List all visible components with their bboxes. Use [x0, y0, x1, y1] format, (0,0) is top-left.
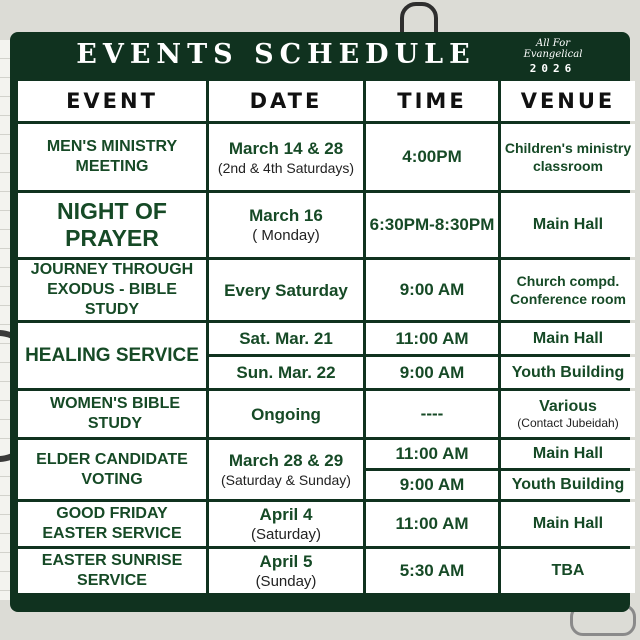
session-date [209, 357, 363, 388]
event-time: 11:00 AM [366, 502, 498, 546]
event-venue: Main Hall [501, 502, 635, 546]
event-time: 9:00 AM [366, 260, 498, 320]
table-row [18, 124, 635, 190]
venue-line2: Conference room [510, 291, 626, 307]
date-main: April 5 [259, 551, 313, 571]
event-name: ELDER CANDIDATE VOTING [18, 440, 206, 499]
header-time: TIME [366, 81, 498, 121]
venue-main: Various [539, 397, 597, 415]
event-time: 4:00PM [366, 124, 498, 190]
date-sub: (Saturday & Sunday) [221, 472, 351, 488]
session-venue: Youth Building [501, 471, 635, 499]
event-venue: Main Hall [501, 193, 635, 257]
header-date: DATE [209, 81, 363, 121]
event-name-line2: EASTER SERVICE [42, 525, 182, 542]
session-time: 11:00 AM [366, 323, 498, 354]
event-time: ---- [366, 391, 498, 437]
event-date [209, 124, 363, 190]
event-name-line1: JOURNEY THROUGH [30, 261, 194, 278]
session-venue: Main Hall [501, 440, 635, 468]
date-sub: ( Monday) [252, 226, 320, 244]
date-main: March 14 & 28 [228, 138, 344, 158]
event-time: 6:30PM-8:30PM [366, 193, 498, 257]
event-date [209, 502, 363, 546]
date-main: March 16 [249, 205, 323, 225]
page-title: EVENTS SCHEDULE [76, 39, 476, 70]
logo-year: 2026 [529, 62, 577, 75]
table-row [18, 502, 635, 546]
event-date [209, 193, 363, 257]
date-main: April 4 [259, 504, 313, 524]
event-date [209, 549, 363, 593]
event-name [18, 260, 206, 320]
event-date [209, 391, 363, 437]
church-logo [518, 38, 588, 74]
event-venue: TBA [501, 549, 635, 593]
session-venue: Youth Building [501, 357, 635, 388]
table-row [18, 391, 635, 437]
table-row [18, 323, 635, 354]
table-row [18, 193, 635, 257]
date-sub: (Saturday) [250, 525, 322, 543]
session-date [209, 323, 363, 354]
events-table [15, 78, 638, 596]
venue-line1: Church compd. [516, 273, 620, 289]
table-row [18, 440, 635, 468]
event-name: MEN'S MINISTRY MEETING [18, 124, 206, 190]
event-date [209, 260, 363, 320]
event-name: NIGHT OF PRAYER [18, 193, 206, 257]
event-name [18, 502, 206, 546]
session-time: 9:00 AM [366, 357, 498, 388]
event-venue [501, 260, 635, 320]
date-main: Ongoing [251, 404, 321, 424]
session-venue: Main Hall [501, 323, 635, 354]
event-date [209, 440, 363, 499]
event-name-line1: GOOD FRIDAY [56, 505, 168, 522]
event-name: HEALING SERVICE [18, 323, 206, 388]
event-name-line2: EXODUS - BIBLE STUDY [47, 281, 177, 318]
venue-sub: (Contact Jubeidah) [517, 415, 619, 430]
header-venue: VENUE [501, 81, 635, 121]
event-name: EASTER SUNRISE SERVICE [18, 549, 206, 593]
session-time: 9:00 AM [366, 471, 498, 499]
table-row [18, 549, 635, 593]
date-sub: (Sunday) [255, 572, 317, 590]
date-main: Every Saturday [224, 280, 348, 300]
date-sub: (2nd & 4th Saturdays) [217, 159, 355, 176]
table-row [18, 260, 635, 320]
event-time: 5:30 AM [366, 549, 498, 593]
date-main: Sat. Mar. 21 [239, 329, 333, 348]
session-time: 11:00 AM [366, 440, 498, 468]
title-bar [41, 32, 598, 78]
event-venue [501, 391, 635, 437]
event-venue: Children's ministry classroom [501, 124, 635, 190]
header-event: EVENT [18, 81, 206, 121]
logo-script: All For Evangelical [523, 38, 583, 60]
table-header-row [18, 81, 635, 121]
date-main: Sun. Mar. 22 [236, 363, 336, 382]
event-name: WOMEN'S BIBLE STUDY [18, 391, 206, 437]
date-main: March 28 & 29 [228, 451, 344, 470]
